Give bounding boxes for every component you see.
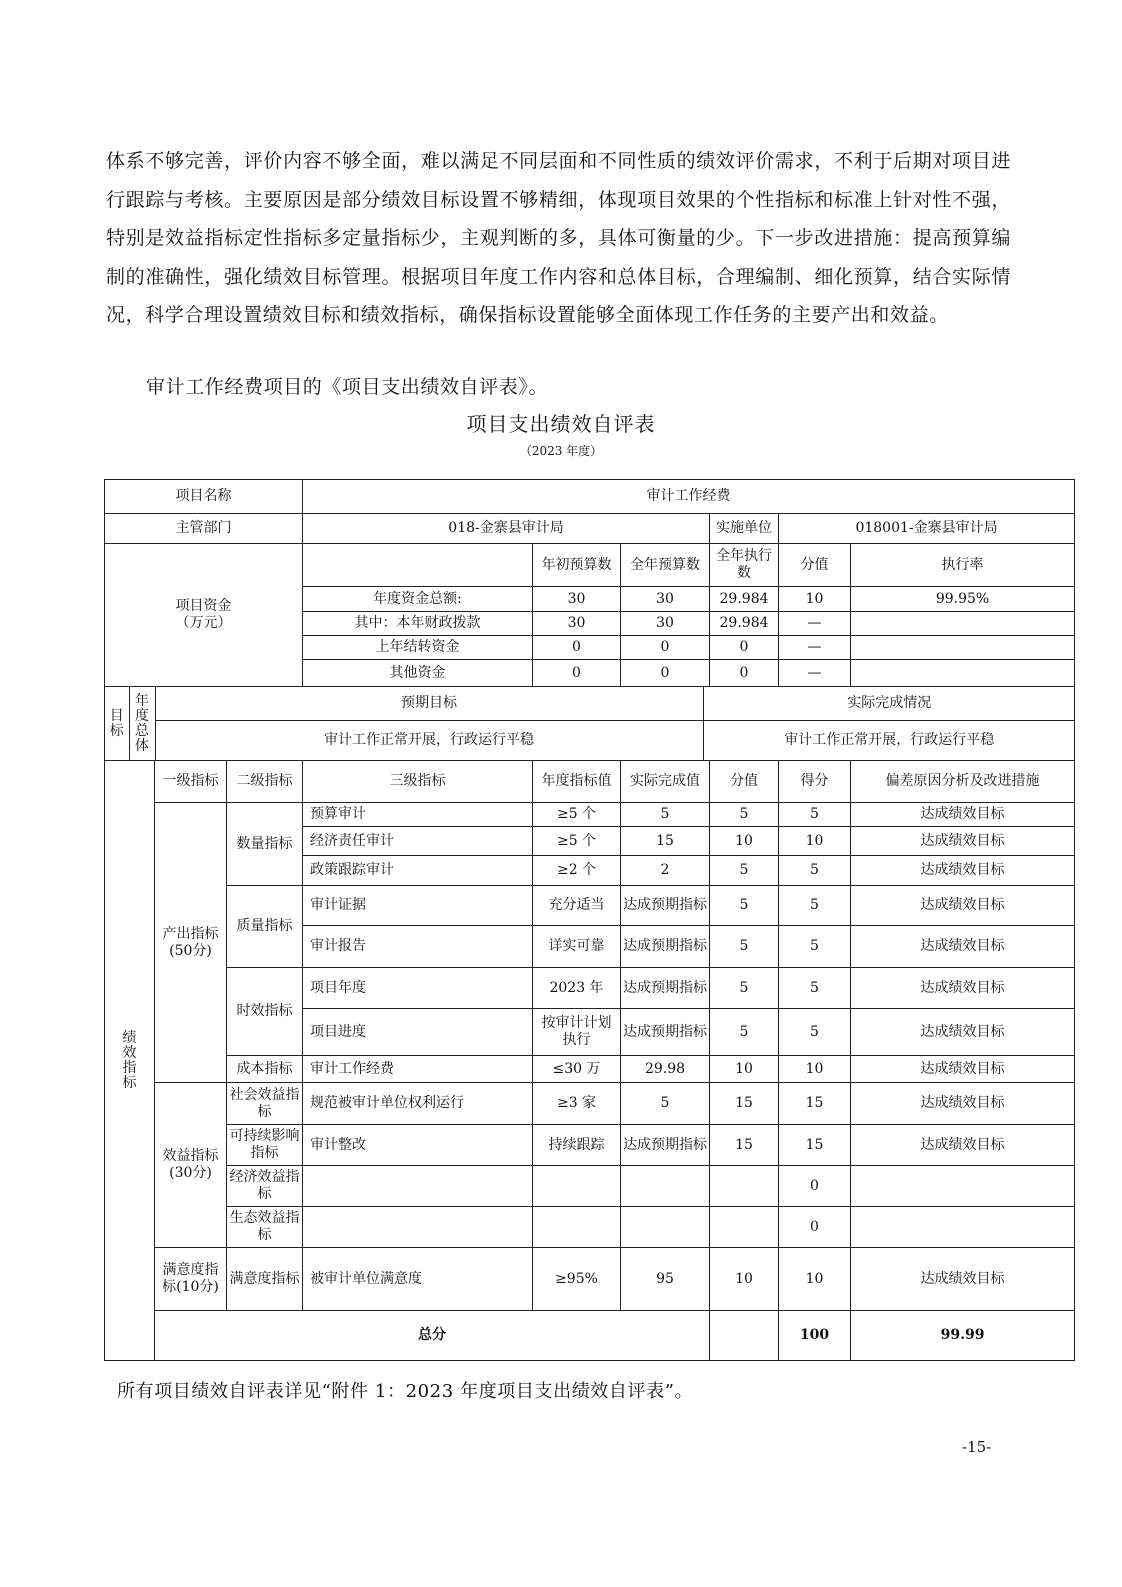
indicator-weight: 10 [710,1248,779,1311]
indicator-name [303,1166,533,1207]
indicator-weight: 5 [710,886,779,926]
indicator-actual: 2 [621,856,710,886]
indicator-note: 达成绩效目标 [851,856,1075,886]
indicator-name: 审计工作经费 [303,1056,533,1083]
subgroup-eco: 生态效益指标 [227,1207,303,1248]
indicator-name: 政策跟踪审计 [303,856,533,886]
indicator-note: 达成绩效目标 [851,1009,1075,1056]
impl-value: 018001-金寨县审计局 [779,514,1075,544]
indicator-actual: 5 [621,1083,710,1125]
perf-header: 得分 [779,761,851,803]
indicator-target [533,1207,621,1248]
funds-header: 全年执行数 [710,544,779,587]
subgroup-sustain: 可持续影响指标 [227,1125,303,1166]
indicator-target: ≥5 个 [533,803,621,827]
funds-cell: 29.984 [710,612,779,636]
subgroup-economic: 经济效益指标 [227,1166,303,1207]
subgroup-cost: 成本指标 [227,1056,303,1083]
indicator-score: 10 [779,1056,851,1083]
indicator-weight [710,1207,779,1248]
indicator-target: 按审计计划执行 [533,1009,621,1056]
total-weight: 100 [779,1311,851,1361]
indicator-score: 10 [779,1248,851,1311]
perf-label: 绩 效 指 标 [105,761,155,1361]
group-satisfaction: 满意度指标(10分) [155,1248,227,1311]
table-row [105,544,1075,587]
indicator-actual: 15 [621,827,710,856]
indicator-target: 详实可靠 [533,926,621,968]
perf-header: 三级指标 [303,761,533,803]
subgroup-satisfaction: 满意度指标 [227,1248,303,1311]
subgroup-quantity: 数量指标 [227,803,303,886]
impl-label: 实施单位 [710,514,779,544]
indicator-actual: 达成预期指标 [621,886,710,926]
goal-expected-header: 预期目标 [155,687,703,720]
table-row [105,1207,1075,1248]
table-row [105,968,1075,1009]
funds-cell [851,636,1075,660]
indicator-score: 10 [779,827,851,856]
funds-cell: — [779,612,851,636]
indicator-target: ≥3 家 [533,1083,621,1125]
indicator-weight [710,1166,779,1207]
table-row [105,1083,1075,1125]
funds-header: 年初预算数 [533,544,621,587]
funds-header: 分值 [779,544,851,587]
table-row [105,886,1075,926]
indicator-note: 达成绩效目标 [851,926,1075,968]
total-label: 总分 [155,1311,710,1361]
indicator-weight: 5 [710,968,779,1009]
indicator-weight: 15 [710,1083,779,1125]
table-row [105,1166,1075,1207]
funds-cell [851,660,1075,687]
funds-cell: 0 [710,636,779,660]
indicator-score: 15 [779,1083,851,1125]
group-benefit: 效益指标(30分) [155,1083,227,1248]
indicator-weight: 5 [710,926,779,968]
indicator-note: 达成绩效目标 [851,827,1075,856]
funds-cell: 0 [533,636,621,660]
table-row [105,1248,1075,1311]
indicator-score: 0 [779,1207,851,1248]
indicator-note: 达成绩效目标 [851,803,1075,827]
indicator-name: 项目年度 [303,968,533,1009]
paragraph-text: 体系不够完善，评价内容不够全面，难以满足不同层面和不同性质的绩效评价需求，不利于后期对项目进行跟踪与考核。主要原因是部分绩效目标设置不够精细，体现项目效果的个性指标和标准上针对性不强，特别是效益指标定性指标多定量指标少，主观判断的多，具体可衡量的少。下一步改进措施：提高预算编制的准确性，强化绩效目标管理。根据项目年度工作内容和总体目标，合理编制、细化预算，结合实际情况，科学合理设置绩效目标和绩效指标，确保指标设置能够全面体现工作任务的主要产出和效益。 [106,150,1011,327]
indicator-note: 达成绩效目标 [851,886,1075,926]
dept-label: 主管部门 [105,514,303,544]
goal-row [105,687,1075,761]
indicator-actual: 达成预期指标 [621,1125,710,1166]
funds-cell: 0 [621,636,710,660]
indicator-name: 审计证据 [303,886,533,926]
body-paragraph [106,142,1011,335]
indicator-score: 5 [779,926,851,968]
table-row [105,514,1075,544]
dept-value: 018-金寨县审计局 [303,514,710,544]
funds-cell: 0 [621,660,710,687]
indicator-weight: 5 [710,1009,779,1056]
funds-row-label: 其他资金 [303,660,533,687]
indicator-target: ≥95% [533,1248,621,1311]
indicator-target: 2023 年 [533,968,621,1009]
indicator-note: 达成绩效目标 [851,1056,1075,1083]
indicator-note: 达成绩效目标 [851,1083,1075,1125]
table-row [105,687,1075,761]
funds-unit: （万元） [175,615,232,631]
funds-cell: 99.95% [851,587,1075,612]
indicator-score: 5 [779,856,851,886]
indicator-name: 审计报告 [303,926,533,968]
funds-header: 全年预算数 [621,544,710,587]
perf-header: 年度指标值 [533,761,621,803]
indicator-name: 规范被审计单位权利运行 [303,1083,533,1125]
indicator-actual: 5 [621,803,710,827]
intro-line: 审计工作经费项目的《项目支出绩效自评表》。 [146,376,549,398]
goal-inner-label: 年 度 总 体 [129,687,155,760]
funds-cell: 30 [533,612,621,636]
indicator-actual: 达成预期指标 [621,1009,710,1056]
table-subtitle: （2023 年度） [519,444,603,458]
perf-header: 分值 [710,761,779,803]
indicator-target: 持续跟踪 [533,1125,621,1166]
goal-subtable [105,687,1075,760]
indicator-name: 项目进度 [303,1009,533,1056]
funds-cell: — [779,660,851,687]
indicator-score: 0 [779,1166,851,1207]
indicator-target: 充分适当 [533,886,621,926]
indicator-target: ≥5 个 [533,827,621,856]
indicator-score: 5 [779,1009,851,1056]
indicator-note: 达成绩效目标 [851,1125,1075,1166]
table-row [105,1125,1075,1166]
funds-header-blank [303,544,533,587]
group-output: 产出指标(50分) [155,803,227,1083]
total-score: 99.99 [851,1311,1075,1361]
funds-cell [851,612,1075,636]
indicator-name: 预算审计 [303,803,533,827]
indicator-actual: 95 [621,1248,710,1311]
subgroup-timeliness: 时效指标 [227,968,303,1056]
funds-cell: — [779,636,851,660]
goal-actual-header: 实际完成情况 [703,687,1075,720]
funds-cell: 30 [533,587,621,612]
indicator-note: 达成绩效目标 [851,1248,1075,1311]
indicator-name [303,1207,533,1248]
footer-note: 所有项目绩效自评表详见“附件 1：2023 年度项目支出绩效自评表”。 [117,1381,694,1402]
indicator-score: 5 [779,886,851,926]
indicator-weight: 5 [710,803,779,827]
funds-cell: 30 [621,587,710,612]
indicator-actual: 达成预期指标 [621,968,710,1009]
perf-header: 实际完成值 [621,761,710,803]
goal-actual: 审计工作正常开展，行政运行平稳 [784,731,995,748]
goal-expected: 审计工作正常开展，行政运行平稳 [155,720,703,760]
table-row [105,761,1075,803]
page-number: -15- [962,1438,992,1456]
funds-cell: 29.984 [710,587,779,612]
indicator-target [533,1166,621,1207]
indicator-weight: 5 [710,856,779,886]
project-name: 审计工作经费 [303,480,1075,514]
perf-header: 偏差原因分析及改进措施 [851,761,1075,803]
indicator-target: ≤30 万 [533,1056,621,1083]
indicator-score: 5 [779,803,851,827]
self-evaluation-table [104,479,1075,1361]
indicator-weight: 15 [710,1125,779,1166]
indicator-score: 15 [779,1125,851,1166]
indicator-name: 被审计单位满意度 [303,1248,533,1311]
indicator-weight: 10 [710,1056,779,1083]
funds-row-label: 年度资金总额: [303,587,533,612]
funds-cell: 0 [710,660,779,687]
funds-cell: 30 [621,612,710,636]
indicator-note: 达成绩效目标 [851,968,1075,1009]
funds-row-label: 上年结转资金 [303,636,533,660]
funds-cell: 10 [779,587,851,612]
indicator-note [851,1207,1075,1248]
funds-label: 项目资金 [175,598,232,614]
perf-header: 一级指标 [155,761,227,803]
funds-row-label: 其中：本年财政拨款 [303,612,533,636]
table-row [105,1056,1075,1083]
indicator-note [851,1166,1075,1207]
indicator-actual [621,1207,710,1248]
total-blank [710,1311,779,1361]
funds-cell: 0 [533,660,621,687]
funds-header: 执行率 [851,544,1075,587]
subgroup-quality: 质量指标 [227,886,303,968]
indicator-actual: 29.98 [621,1056,710,1083]
project-name-label: 项目名称 [105,480,303,514]
table-row [105,1311,1075,1361]
indicator-score: 5 [779,968,851,1009]
indicator-actual [621,1166,710,1207]
table-row [105,803,1075,827]
indicator-weight: 10 [710,827,779,856]
indicator-target: ≥2 个 [533,856,621,886]
goal-outer-label: 目 标 [105,687,129,760]
table-title: 项目支出绩效自评表 [466,412,656,436]
indicator-name: 审计整改 [303,1125,533,1166]
indicator-name: 经济责任审计 [303,827,533,856]
perf-header: 二级指标 [227,761,303,803]
table-row [105,480,1075,514]
funds-label-cell [105,544,303,687]
subgroup-social: 社会效益指标 [227,1083,303,1125]
indicator-actual: 达成预期指标 [621,926,710,968]
